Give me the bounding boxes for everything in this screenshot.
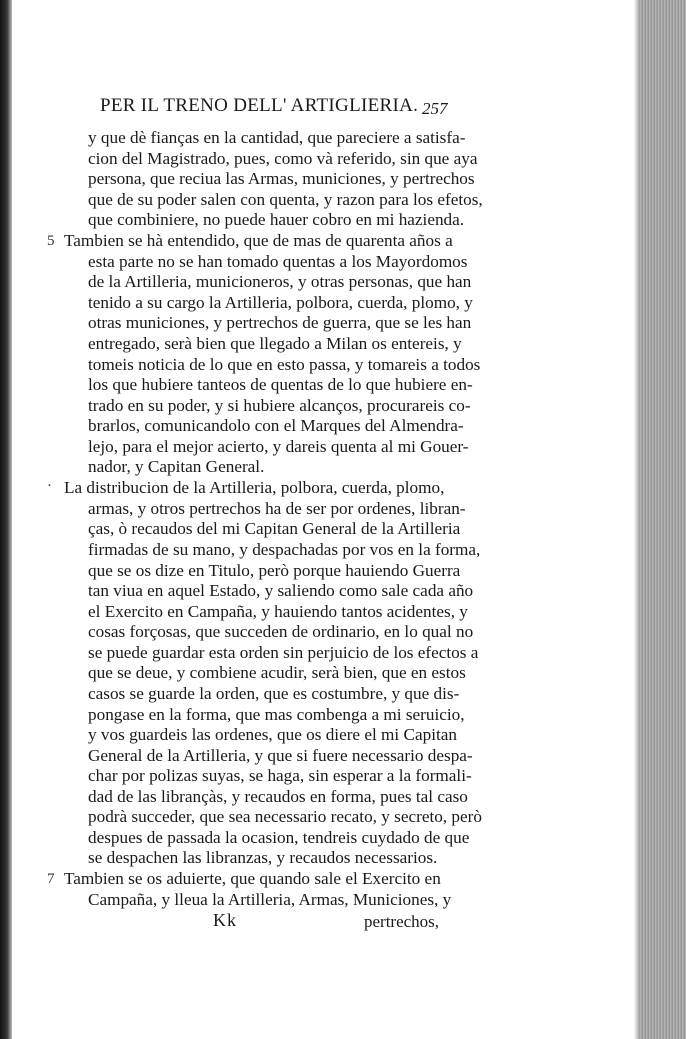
text-line: brarlos, comunicandolo con el Marques del Almendra-	[88, 416, 464, 435]
text-line: que se deue, y combiene acudir, serà bien, que en estos	[88, 663, 466, 682]
page-edges	[640, 0, 686, 1039]
text-line: esta parte no se han tomado quentas a los Mayordomos	[88, 252, 468, 271]
text-line: podrà succeder, que sea necessario recato, y secreto, però	[88, 807, 482, 826]
text-line: tenido a su cargo la Artilleria, polbora, cuerda, plomo, y	[88, 293, 473, 312]
text-line: y vos guardeis las ordenes, que os diere el mi Capitan	[88, 725, 457, 744]
book-spine-shadow	[0, 0, 12, 1039]
text-line: Tambien se hà entendido, que de mas de quarenta años a	[64, 231, 453, 250]
text-line: lejo, para el mejor acierto, y dareis quenta al mi Gouer-	[88, 437, 469, 456]
text-line: firmadas de su mano, y despachadas por vos en la forma,	[88, 540, 481, 559]
paragraph-number: 5	[47, 233, 55, 249]
text-line: General de la Artilleria, y que si fuere necessario despa-	[88, 746, 473, 765]
running-title: PER IL TRENO DELL' ARTIGLIERIA.	[100, 95, 419, 116]
text-line: dad de las librançàs, y recaudos en forma, pues tal caso	[88, 787, 468, 806]
text-line: ças, ò recaudos del mi Capitan General de la Artilleria	[88, 519, 461, 538]
text-line: y que dè fianças en la cantidad, que pareciere a satisfa-	[88, 128, 466, 147]
text-line: entregado, serà bien que llegado a Milan os entereis, y	[88, 334, 462, 353]
catchword: pertrechos,	[364, 912, 440, 931]
text-line: casos se guarde la orden, que es costumbre, y que dis-	[88, 684, 460, 703]
text-line: que de su poder salen con quenta, y razon para los efetos,	[88, 190, 483, 209]
text-line: La distribucion de la Artilleria, polbora, cuerda, plomo,	[64, 478, 445, 497]
text-line: cion del Magistrado, pues, como và referido, sin que aya	[88, 149, 478, 168]
paragraph-number: 7	[47, 871, 55, 887]
text-line: pongase en la forma, que mas combenga a mi seruicio,	[88, 705, 465, 724]
text-line: armas, y otros pertrechos ha de ser por ordenes, libran-	[88, 499, 466, 518]
text-line: que combiniere, no puede hauer cobro en mi hazienda.	[88, 210, 465, 229]
text-line: se despachen las libranzas, y recaudos necessarios.	[88, 848, 438, 867]
text-line: otras municiones, y pertrechos de guerra, que se les han	[88, 313, 472, 332]
text-line: tomeis noticia de lo que en esto passa, y tomareis a todos	[88, 355, 481, 374]
text-line: cosas forçosas, que succeden de ordinario, en lo qual no	[88, 622, 474, 641]
text-line: persona, que reciua las Armas, municiones, y pertrechos	[88, 169, 475, 188]
text-line: los que hubiere tanteos de quentas de lo que hubiere en-	[88, 375, 473, 394]
text-line: nador, y Capitan General.	[88, 457, 265, 476]
text-line: Campaña, y lleua la Artilleria, Armas, Municiones, y	[88, 890, 452, 909]
text-line: el Exercito en Campaña, y hauiendo tantos acidentes, y	[88, 602, 468, 621]
text-line: despues de passada la ocasion, tendreis cuydado de que	[88, 828, 470, 847]
text-line: tan viua en aquel Estado, y saliendo como sale cada año	[88, 581, 474, 600]
paragraph-mark: ·	[47, 478, 52, 494]
text-line: Tambien se os aduierte, que quando sale el Exercito en	[64, 869, 441, 888]
text-line: se puede guardar esta orden sin perjuicio de los efectos a	[88, 643, 479, 662]
text-line: char por polizas suyas, se haga, sin esperar a la formali-	[88, 766, 472, 785]
text-line: trado en su poder, y si hubiere alcanços, procurareis co-	[88, 396, 471, 415]
page-number: 257	[422, 99, 448, 118]
signature-mark: Kk	[213, 910, 237, 930]
text-line: de la Artilleria, municioneros, y otras personas, que han	[88, 272, 472, 291]
text-line: que se os dize en Titulo, però porque hauiendo Guerra	[88, 561, 461, 580]
